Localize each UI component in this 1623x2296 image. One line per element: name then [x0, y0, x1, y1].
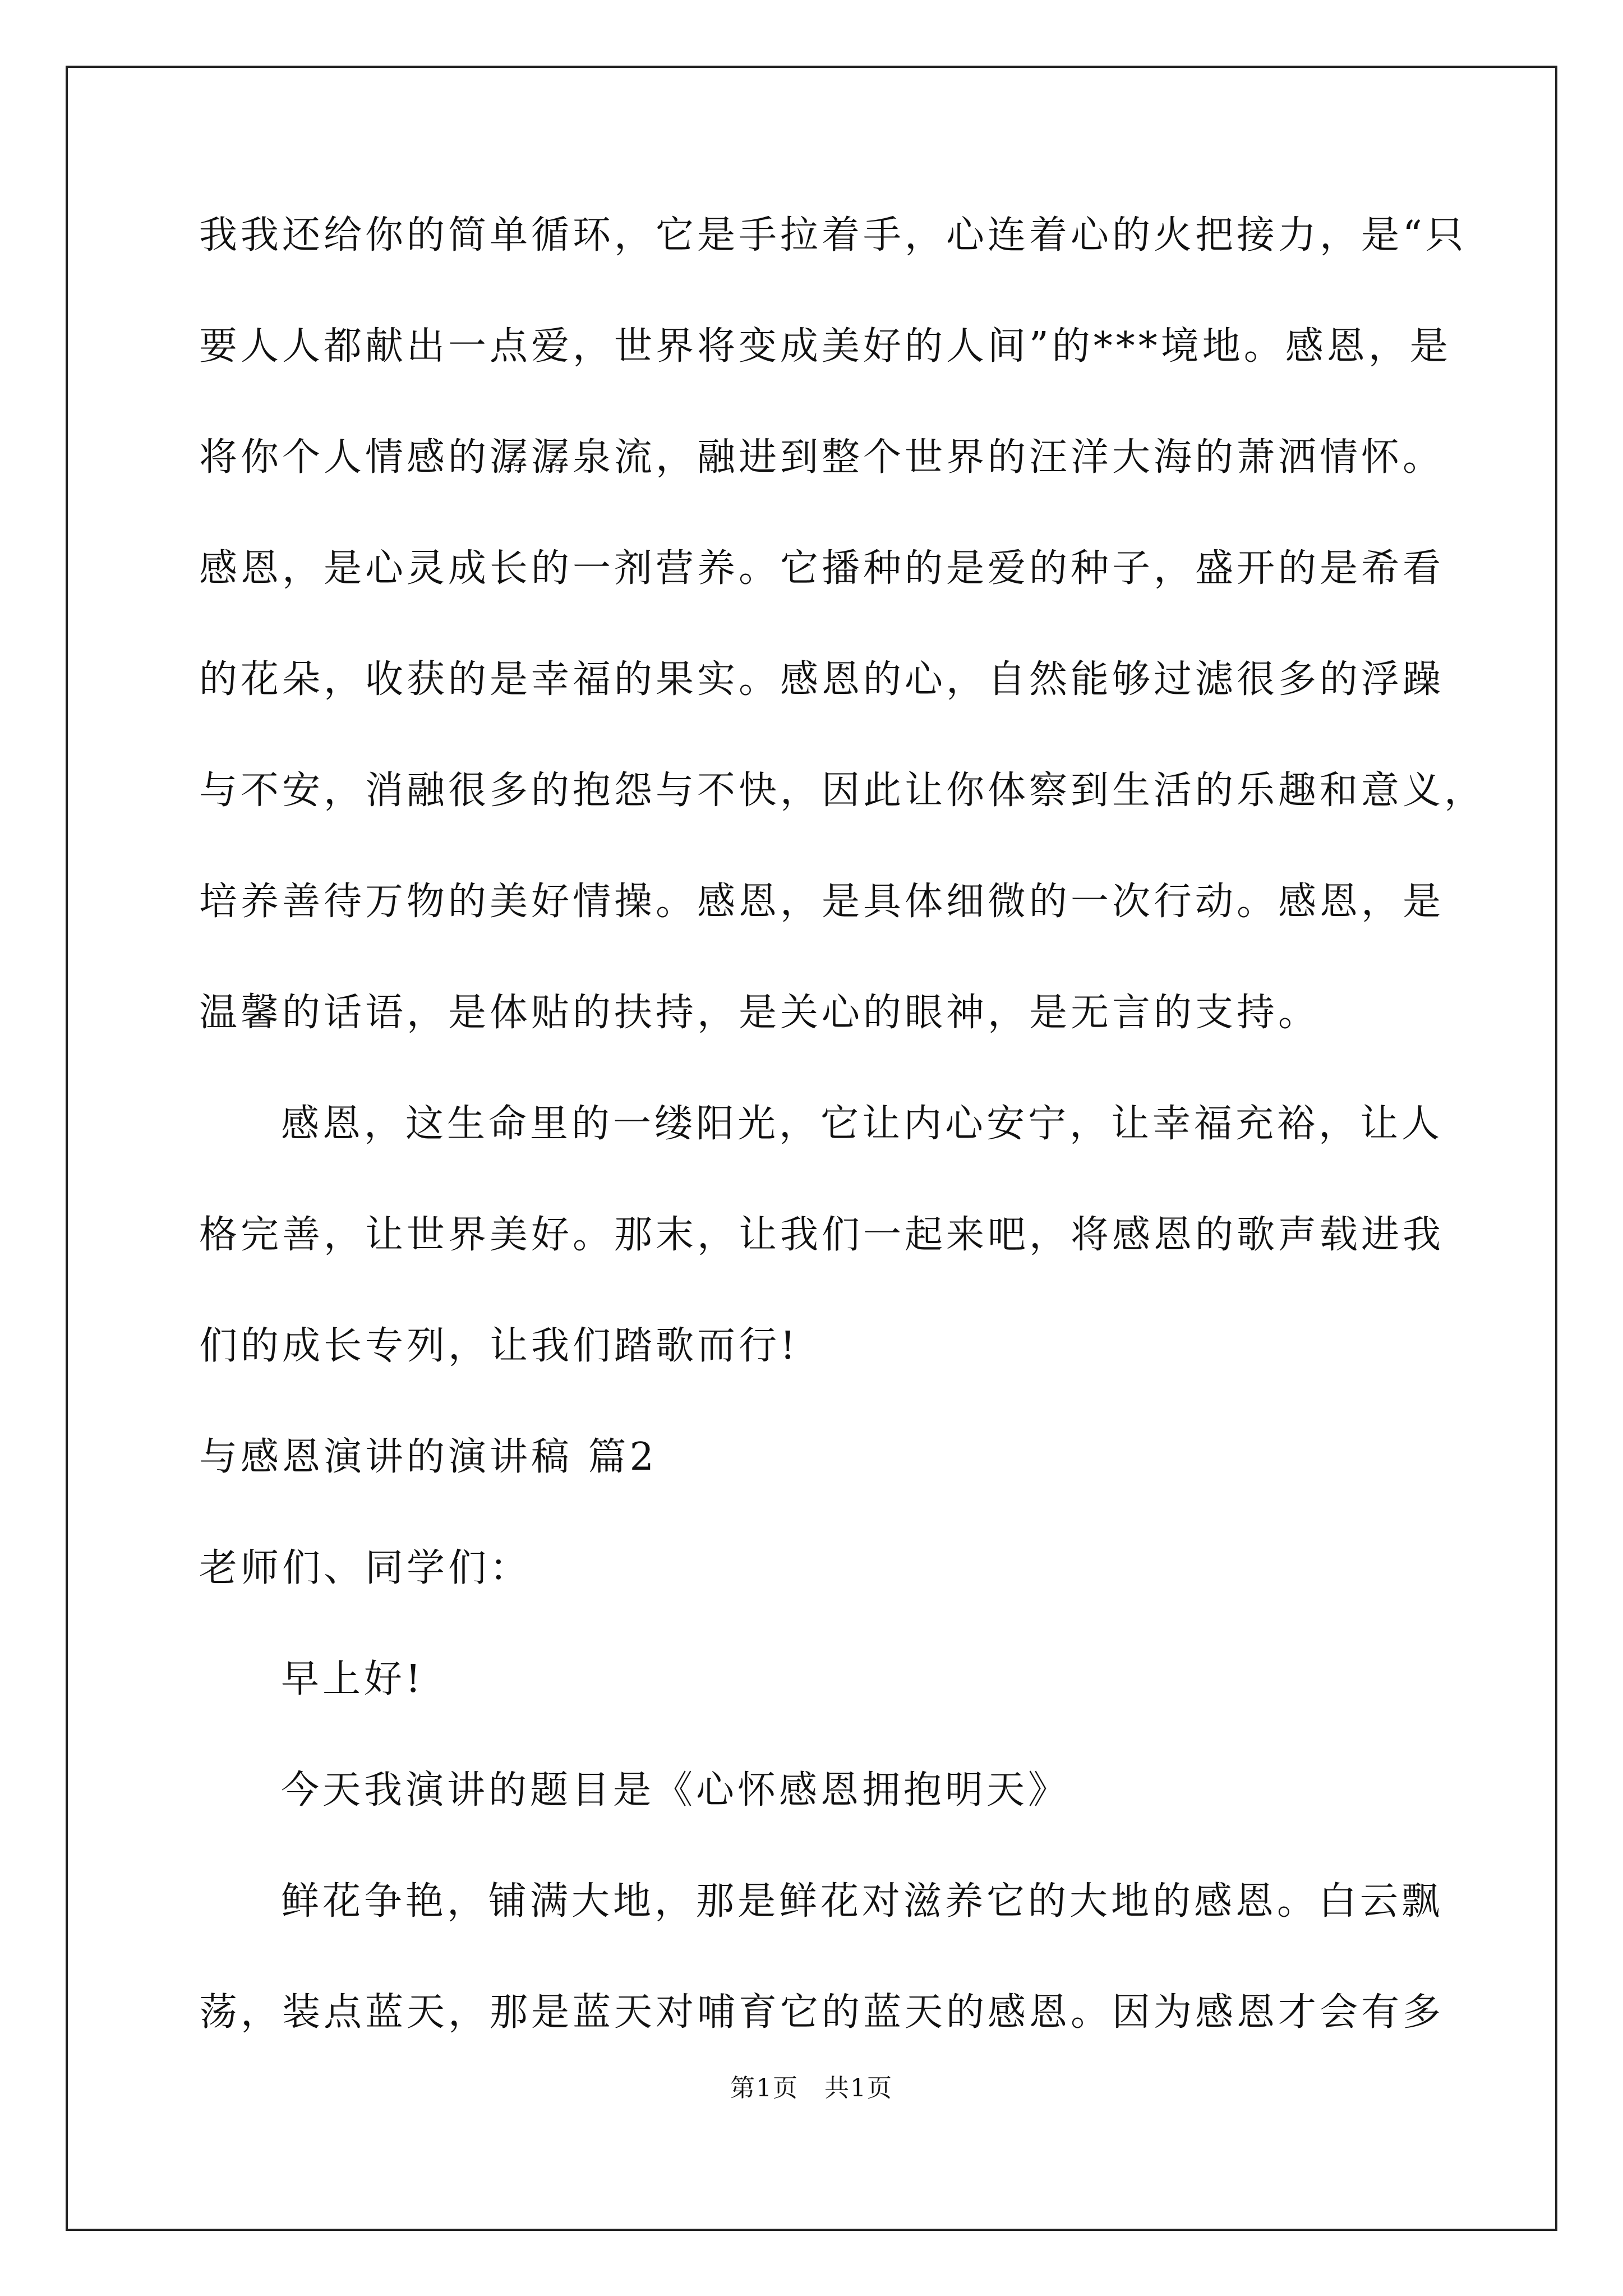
- text-line: 荡，装点蓝天，那是蓝天对哺育它的蓝天的感恩。因为感恩才会有多: [199, 1990, 1445, 2035]
- text-line: 感恩，这生命里的一缕阳光，它让内心安宁，让幸福充裕，让人: [281, 1102, 1444, 1146]
- text-line: 温馨的话语，是体贴的扶持，是关心的眼神，是无言的支持。: [199, 991, 1320, 1035]
- text-line: 将你个人情感的潺潺泉流，融进到整个世界的汪洋大海的萧洒情怀。: [199, 435, 1445, 480]
- text-line: 感恩，是心灵成长的一剂营养。它播种的是爱的种子，盛开的是希看: [199, 546, 1445, 591]
- text-line: 我我还给你的简单循环，它是手拉着手，心连着心的火把接力，是“只: [199, 213, 1467, 257]
- text-line: 培养善待万物的美好情操。感恩，是具体细微的一次行动。感恩，是: [199, 880, 1445, 924]
- text-line: 要人人都献出一点爱，世界将变成美好的人间”的***境地。感恩，是: [199, 324, 1451, 369]
- text-line: 今天我演讲的题目是《心怀感恩拥抱明天》: [281, 1768, 1070, 1812]
- document-body: [199, 209, 1486, 2097]
- text-line: 与不安，消融很多的抱怨与不快，因此让你体察到生活的乐趣和意义，: [199, 769, 1486, 813]
- text-line: 鲜花争艳，铺满大地，那是鲜花对滋养它的大地的感恩。白云飘: [281, 1879, 1444, 1924]
- text-line: 的花朵，收获的是幸福的果实。感恩的心，自然能够过滤很多的浮躁: [199, 657, 1445, 702]
- text-line: 格完善，让世界美好。那末，让我们一起来吧，将感恩的歌声载进我: [199, 1213, 1445, 1257]
- text-line: 们的成长专列，让我们踏歌而行!: [199, 1324, 799, 1368]
- salutation: 老师们、同学们：: [199, 1546, 532, 1590]
- greeting: 早上好!: [281, 1657, 425, 1701]
- section-heading: 与感恩演讲的演讲稿 篇2: [199, 1435, 657, 1479]
- page-number-footer: 第1页 共1页: [730, 2074, 893, 2102]
